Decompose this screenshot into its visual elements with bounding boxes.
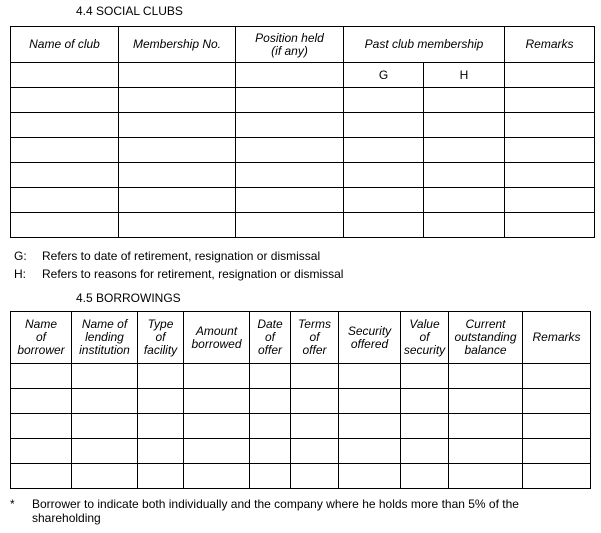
table-cell[interactable] (184, 389, 250, 414)
table-cell[interactable] (11, 414, 72, 439)
table-cell[interactable] (11, 138, 119, 163)
header-text: Security (347, 323, 392, 338)
subheader-g: G (344, 63, 424, 88)
subheader-h: H (424, 63, 505, 88)
header-membership-no: Membership No. (119, 27, 236, 63)
header-position-held (236, 27, 344, 63)
table-cell[interactable] (401, 364, 449, 389)
header-remarks-borrowings (523, 312, 591, 364)
table-row (11, 88, 595, 113)
table-cell[interactable] (424, 188, 505, 213)
note-h (14, 267, 343, 281)
table-cell[interactable] (523, 389, 591, 414)
header-text: Value (409, 317, 440, 331)
table-cell[interactable] (11, 213, 119, 238)
table-cell[interactable] (523, 439, 591, 464)
table-cell[interactable] (339, 414, 401, 439)
table-cell[interactable] (291, 464, 339, 489)
header-text: Name (24, 317, 57, 331)
table-cell[interactable] (119, 213, 236, 238)
table-cell[interactable] (505, 88, 595, 113)
table-cell[interactable] (344, 188, 424, 213)
header-remarks: Remarks (505, 27, 595, 63)
table-cell[interactable] (291, 364, 339, 389)
table-cell[interactable] (11, 439, 72, 464)
table-row (11, 138, 595, 163)
footnote-text: Borrower to indicate both individually and the company where he holds more than 5% of the shareholding (32, 497, 519, 525)
table-cell[interactable] (138, 439, 184, 464)
header-terms-of-offer (291, 312, 339, 364)
note-g (14, 249, 320, 263)
header-text: Amount (195, 323, 238, 338)
table-cell[interactable] (250, 364, 291, 389)
table-cell[interactable] (401, 389, 449, 414)
header-value-of-security (401, 312, 449, 364)
table-cell[interactable] (138, 389, 184, 414)
header-date-of-offer (250, 312, 291, 364)
table-cell[interactable] (11, 163, 119, 188)
table-row (11, 464, 591, 489)
header-text: Name of (81, 317, 128, 331)
header-position-held-line2: (if any) (271, 43, 308, 58)
table-cell[interactable] (119, 163, 236, 188)
table-cell[interactable] (505, 63, 595, 88)
table-cell[interactable] (119, 188, 236, 213)
table-cell[interactable] (523, 364, 591, 389)
table-row (11, 439, 591, 464)
section-title-social-clubs: 4.4 SOCIAL CLUBS (76, 4, 183, 18)
table-row (11, 213, 595, 238)
table-cell[interactable] (449, 439, 523, 464)
table-row (11, 188, 595, 213)
table-cell[interactable] (401, 414, 449, 439)
table-cell[interactable] (72, 439, 138, 464)
table-cell[interactable] (72, 464, 138, 489)
table-cell[interactable] (72, 414, 138, 439)
table-cell[interactable] (72, 364, 138, 389)
header-text: offer (302, 343, 327, 357)
header-position-held-line1: Position held (255, 30, 324, 45)
table-cell[interactable] (236, 138, 344, 163)
table-cell[interactable] (119, 88, 236, 113)
table-cell[interactable] (291, 389, 339, 414)
table-cell[interactable] (236, 213, 344, 238)
header-text: Type (147, 317, 174, 331)
header-text: institution (79, 343, 130, 357)
table-row (11, 113, 595, 138)
header-security-offered (339, 312, 401, 364)
table-cell[interactable] (250, 414, 291, 439)
table-cell[interactable] (344, 213, 424, 238)
table-cell[interactable] (505, 213, 595, 238)
header-text: of (309, 330, 320, 344)
header-text: offer (257, 343, 282, 357)
table-row (11, 364, 591, 389)
header-text: balance (464, 343, 507, 357)
table-cell[interactable] (11, 389, 72, 414)
table-cell[interactable] (11, 188, 119, 213)
table-cell[interactable] (236, 163, 344, 188)
header-text: Current (465, 317, 506, 331)
table-cell[interactable] (424, 163, 505, 188)
table-cell[interactable] (339, 389, 401, 414)
table-cell[interactable] (505, 188, 595, 213)
table-cell[interactable] (184, 414, 250, 439)
table-cell[interactable] (449, 414, 523, 439)
table-cell[interactable] (401, 464, 449, 489)
table-cell[interactable] (11, 364, 72, 389)
table-cell[interactable] (236, 113, 344, 138)
note-g-key: G: (14, 249, 27, 263)
table-cell[interactable] (505, 138, 595, 163)
table-cell[interactable] (236, 88, 344, 113)
table-cell[interactable] (523, 464, 591, 489)
table-cell[interactable] (119, 113, 236, 138)
header-text: borrower (17, 343, 65, 357)
table-cell[interactable] (505, 113, 595, 138)
header-text: outstanding (454, 330, 517, 344)
table-cell[interactable] (339, 464, 401, 489)
table-cell[interactable] (505, 163, 595, 188)
table-cell[interactable] (424, 88, 505, 113)
table-cell[interactable] (401, 439, 449, 464)
header-current-outstanding-balance (449, 312, 523, 364)
table-cell[interactable] (236, 63, 344, 88)
header-lending-institution (72, 312, 138, 364)
table-cell[interactable] (184, 364, 250, 389)
table-cell[interactable] (119, 63, 236, 88)
table-cell[interactable] (250, 464, 291, 489)
table-cell[interactable] (11, 113, 119, 138)
table-cell[interactable] (449, 389, 523, 414)
header-text: Date (257, 317, 283, 331)
table-cell[interactable] (250, 439, 291, 464)
header-text: Terms (298, 317, 331, 331)
table-cell[interactable] (236, 188, 344, 213)
table-cell[interactable] (424, 113, 505, 138)
header-type-of-facility (138, 312, 184, 364)
header-text: security (403, 343, 446, 357)
table-cell[interactable] (184, 464, 250, 489)
table-cell[interactable] (339, 364, 401, 389)
note-h-text: Refers to reasons for retirement, resignation or dismissal (42, 267, 344, 281)
table-cell[interactable] (119, 138, 236, 163)
table-cell[interactable] (344, 88, 424, 113)
table-cell[interactable] (424, 138, 505, 163)
table-cell[interactable] (138, 464, 184, 489)
table-cell[interactable] (184, 439, 250, 464)
header-text: of (155, 330, 166, 344)
header-text: of (264, 330, 275, 344)
borrowings-table (10, 311, 591, 489)
header-name-of-borrower (11, 312, 72, 364)
table-cell[interactable] (72, 389, 138, 414)
social-clubs-table (10, 26, 595, 238)
table-row (11, 389, 591, 414)
header-text: offered (350, 336, 389, 351)
table-cell[interactable] (291, 414, 339, 439)
table-cell[interactable] (523, 414, 591, 439)
section-title-borrowings: 4.5 BORROWINGS (76, 291, 181, 305)
header-name-of-club: Name of club (11, 27, 119, 63)
header-text: Remarks (532, 330, 581, 344)
table-cell[interactable] (250, 389, 291, 414)
table-cell[interactable] (344, 113, 424, 138)
table-cell[interactable] (339, 439, 401, 464)
note-h-key: H: (14, 267, 26, 281)
header-text: of (419, 330, 430, 344)
table-cell[interactable] (138, 364, 184, 389)
table-cell[interactable] (344, 163, 424, 188)
header-past-club-membership: Past club membership (344, 27, 505, 63)
table-cell[interactable] (11, 464, 72, 489)
note-g-text: Refers to date of retirement, resignation or dismissal (42, 249, 321, 263)
header-text: lending (85, 330, 124, 344)
table-cell[interactable] (11, 63, 119, 88)
table-cell[interactable] (424, 213, 505, 238)
table-cell[interactable] (344, 138, 424, 163)
table-cell[interactable] (11, 88, 119, 113)
footnote (10, 497, 590, 525)
table-cell[interactable] (138, 414, 184, 439)
table-cell[interactable] (449, 464, 523, 489)
header-amount-borrowed (184, 312, 250, 364)
header-text: borrowed (191, 336, 242, 351)
header-text: facility (143, 343, 178, 357)
table-cell[interactable] (449, 364, 523, 389)
header-text: of (35, 330, 46, 344)
table-cell[interactable] (291, 439, 339, 464)
footnote-marker: * (10, 497, 15, 511)
table-row (11, 414, 591, 439)
table-row (11, 163, 595, 188)
